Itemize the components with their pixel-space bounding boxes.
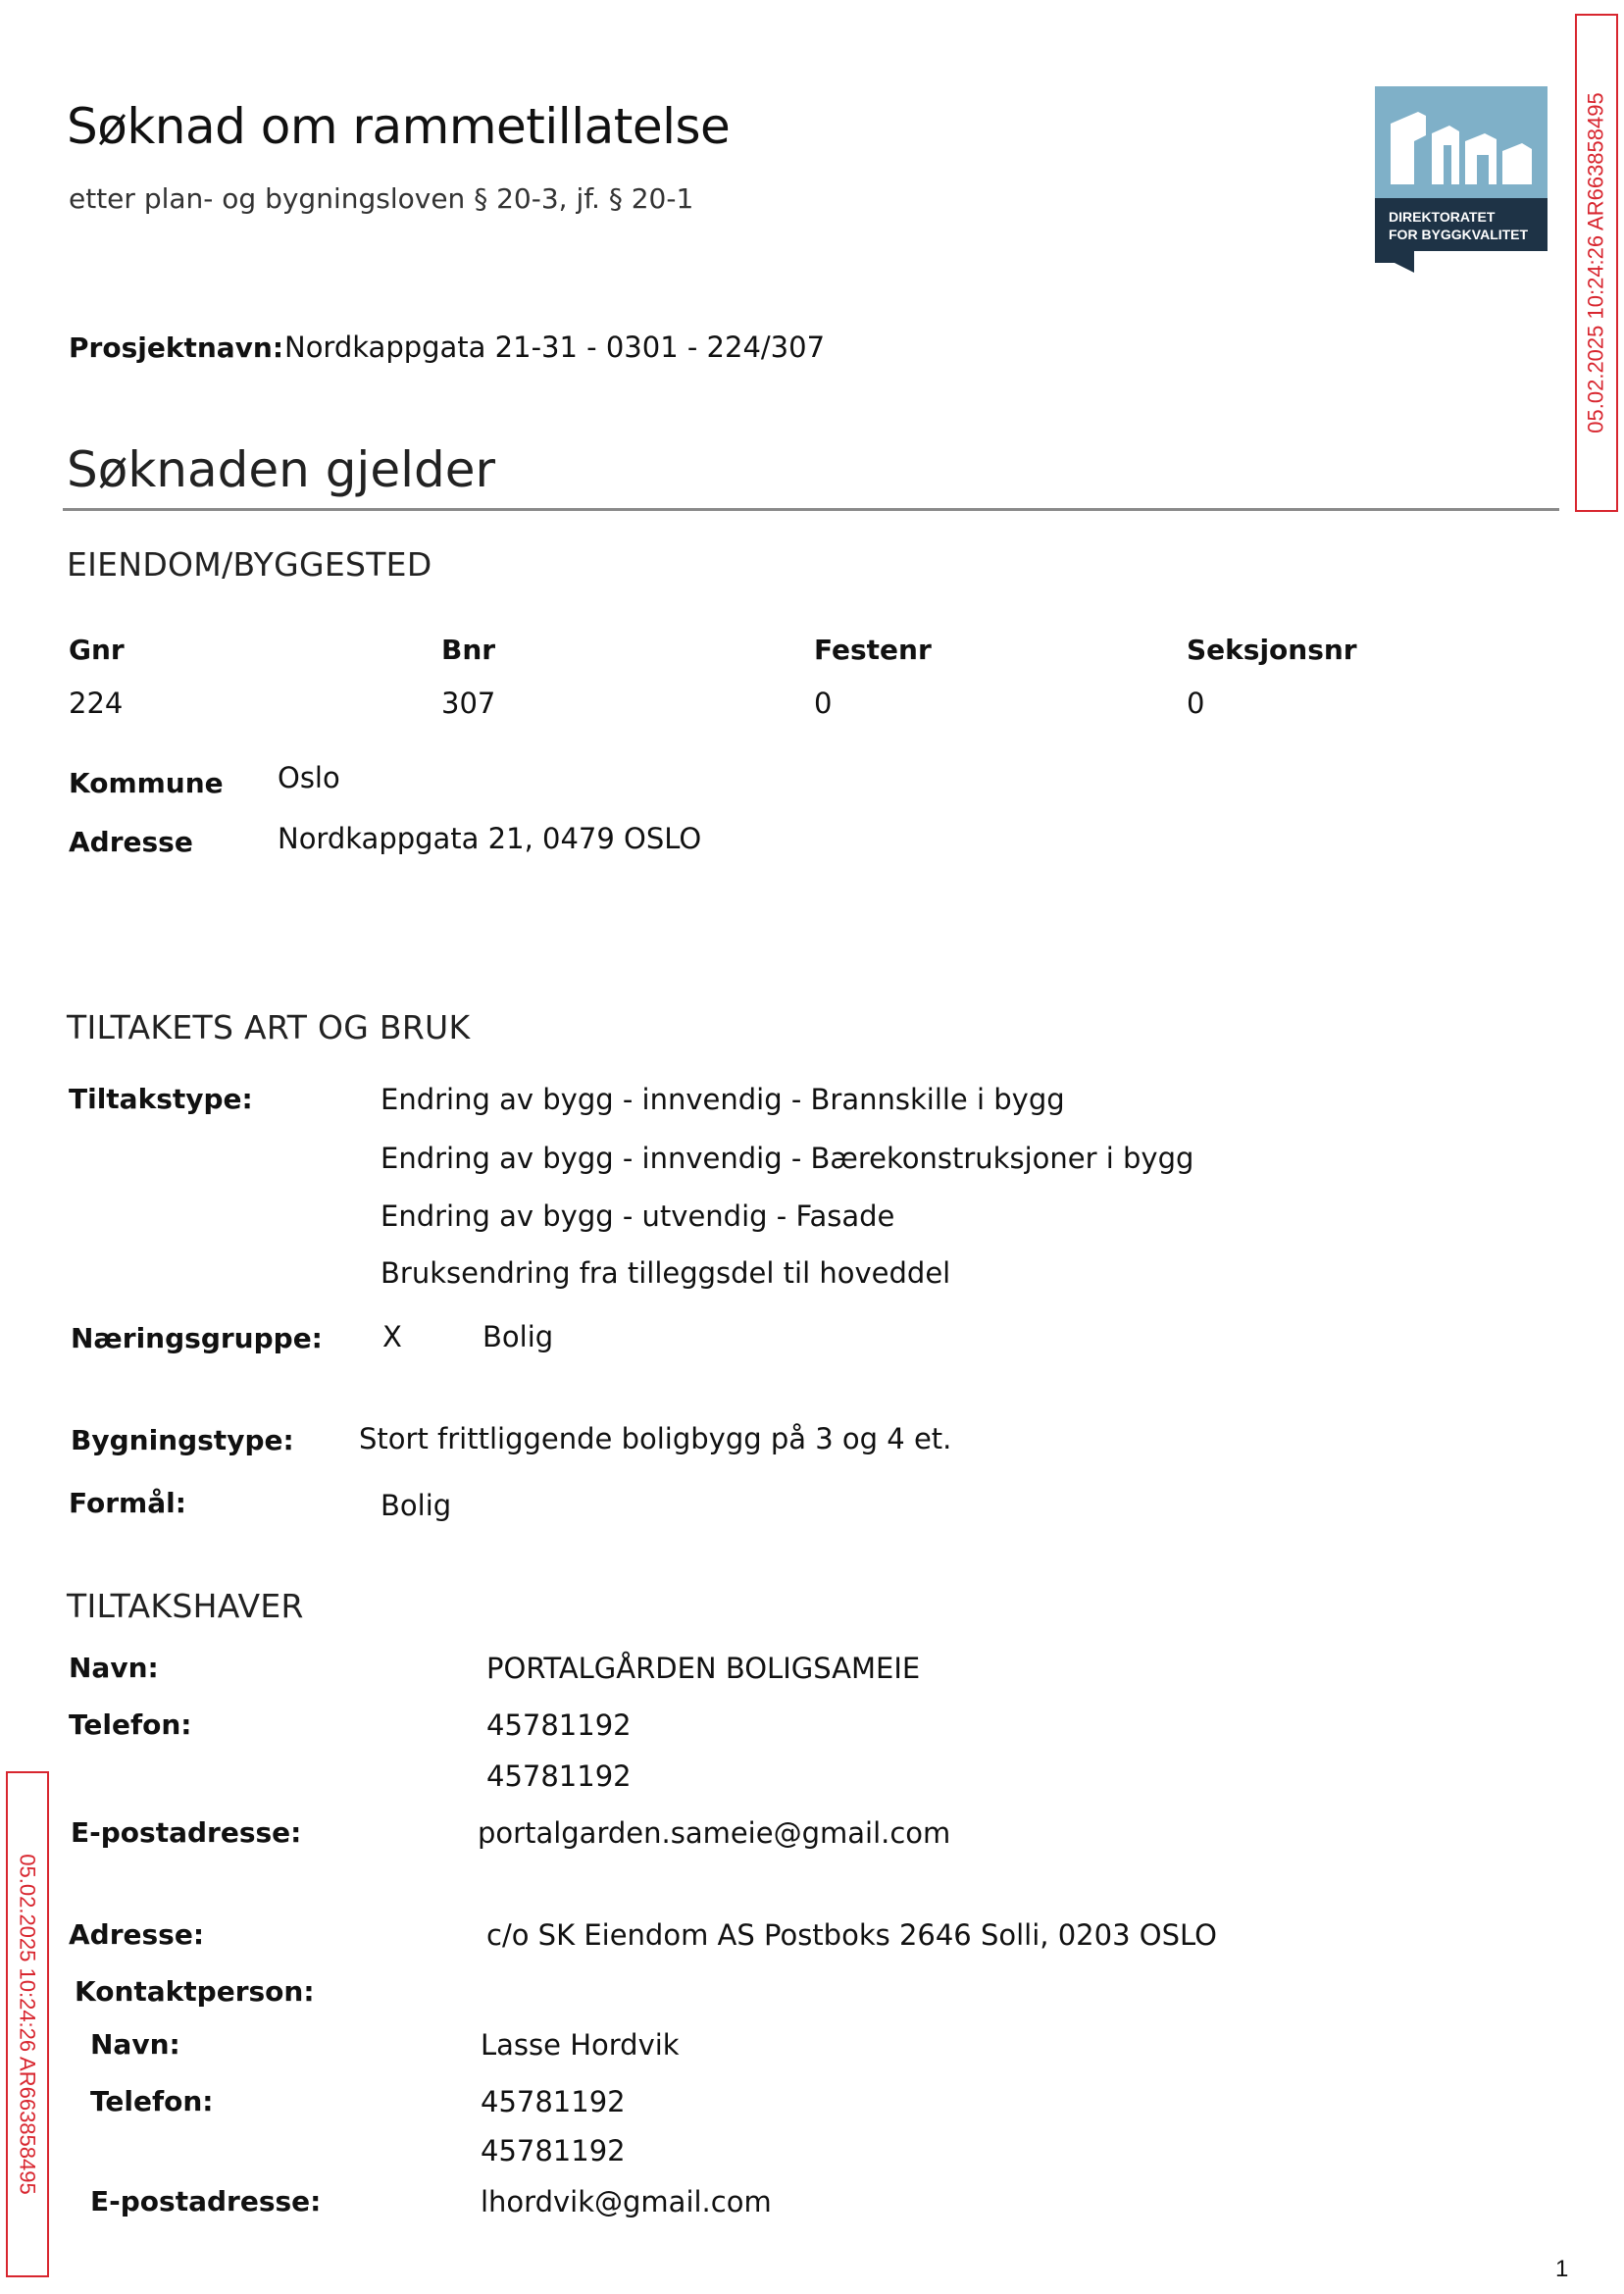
col-festenr: Festenr <box>814 634 932 666</box>
col-gnr: Gnr <box>69 634 125 666</box>
adresse-label: Adresse <box>69 826 193 858</box>
kommune-label: Kommune <box>69 767 224 799</box>
tiltakshaver-adresse-value: c/o SK Eiendom AS Postboks 2646 Solli, 0203 OSLO <box>486 1918 1217 1952</box>
tiltakstype-item: Endring av bygg - innvendig - Bærekonstruksjoner i bygg <box>381 1142 1194 1175</box>
kontakt-navn-value: Lasse Hordvik <box>481 2028 680 2062</box>
kontakt-telefon-value: 45781192 <box>481 2134 626 2167</box>
col-seksjonsnr: Seksjonsnr <box>1187 634 1357 666</box>
naeringsgruppe-value: Bolig <box>482 1320 554 1353</box>
logo-line2: FOR BYGGKVALITET <box>1389 227 1529 242</box>
page-title: Søknad om rammetillatelse <box>67 98 731 155</box>
dibk-logo <box>1375 86 1548 273</box>
col-bnr: Bnr <box>441 634 496 666</box>
value-festenr: 0 <box>814 687 833 720</box>
section-divider <box>63 508 1559 511</box>
kontakt-navn-label: Navn: <box>90 2028 180 2061</box>
tiltakshaver-telefon-value: 45781192 <box>486 1708 632 1742</box>
tiltakstype-label: Tiltakstype: <box>69 1083 253 1115</box>
dibk-buildings-icon <box>1375 86 1548 273</box>
adresse-value: Nordkappgata 21, 0479 OSLO <box>278 822 702 855</box>
timestamp-stamp-top <box>1575 14 1618 512</box>
page-subtitle: etter plan- og bygningsloven § 20-3, jf. § 20-1 <box>69 182 694 215</box>
naeringsgruppe-code: X <box>382 1320 402 1353</box>
project-value: Nordkappgata 21-31 - 0301 - 224/307 <box>284 331 826 364</box>
kontakt-telefon-value: 45781192 <box>481 2085 626 2118</box>
tiltakshaver-heading: TILTAKSHAVER <box>67 1587 304 1625</box>
tiltakshaver-telefon-label: Telefon: <box>69 1708 192 1741</box>
tiltakshaver-epost-label: E-postadresse: <box>71 1816 302 1849</box>
project-label: Prosjektnavn: <box>69 331 284 364</box>
stamp-text: 05.02.2025 10:24:26 AR663858495 <box>1584 92 1608 433</box>
formal-value: Bolig <box>381 1489 452 1522</box>
page-number: 1 <box>1555 2256 1569 2282</box>
kontaktperson-label: Kontaktperson: <box>75 1975 315 2008</box>
stamp-text: 05.02.2025 10:24:26 AR663858495 <box>16 1854 40 2195</box>
tiltakshaver-epost-value: portalgarden.sameie@gmail.com <box>478 1816 951 1850</box>
tiltakstype-item: Bruksendring fra tilleggsdel til hoveddel <box>381 1256 951 1290</box>
formal-label: Formål: <box>69 1487 186 1519</box>
kontakt-epost-value: lhordvik@gmail.com <box>481 2185 772 2218</box>
section-title: Søknaden gjelder <box>67 441 496 498</box>
bygningstype-value: Stort frittliggende boligbygg på 3 og 4 et. <box>359 1422 952 1455</box>
kontakt-telefon-label: Telefon: <box>90 2085 214 2117</box>
tiltakstype-item: Endring av bygg - innvendig - Brannskille i bygg <box>381 1083 1065 1116</box>
value-bnr: 307 <box>441 687 496 720</box>
bygningstype-label: Bygningstype: <box>71 1424 294 1456</box>
tiltakstype-item: Endring av bygg - utvendig - Fasade <box>381 1199 895 1233</box>
value-gnr: 224 <box>69 687 124 720</box>
tiltak-heading: TILTAKETS ART OG BRUK <box>67 1008 471 1046</box>
logo-line1: DIREKTORATET <box>1389 209 1496 225</box>
tiltakshaver-adresse-label: Adresse: <box>69 1918 205 1951</box>
kontakt-epost-label: E-postadresse: <box>90 2185 322 2218</box>
eiendom-heading: EIENDOM/BYGGESTED <box>67 545 432 584</box>
tiltakshaver-telefon-value: 45781192 <box>486 1759 632 1793</box>
naeringsgruppe-label: Næringsgruppe: <box>71 1322 323 1354</box>
tiltakshaver-navn-label: Navn: <box>69 1652 159 1684</box>
timestamp-stamp-bottom <box>6 1771 49 2277</box>
value-seksjonsnr: 0 <box>1187 687 1205 720</box>
tiltakshaver-navn-value: PORTALGÅRDEN BOLIGSAMEIE <box>486 1652 921 1685</box>
kommune-value: Oslo <box>278 761 340 794</box>
